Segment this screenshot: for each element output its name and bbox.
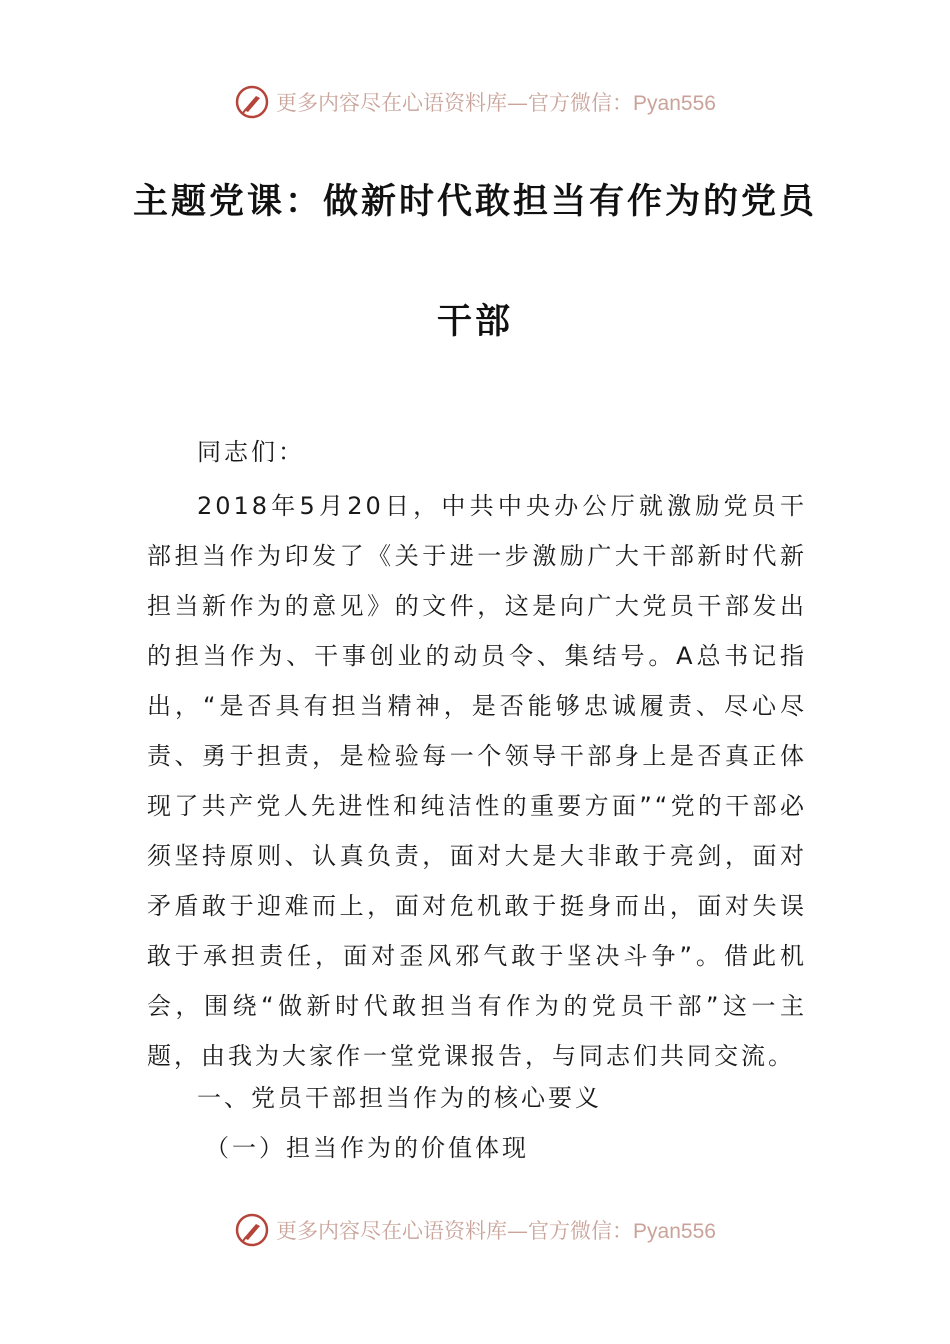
document-title-line-1: 主题党课：做新时代敢担当有作为的党员	[132, 182, 817, 222]
body-paragraph: 2018年5月20日，中共中央办公厅就激励党员干部担当作为印发了《关于进一步激励广大干部新时代新担当新作为的意见》的文件，这是向广大党员干部发出的担当作为、干事创业的动员令、集结号。A总书记指出，“是否具有担当精神，是否能够忠诚履责、尽心尽责、勇于担责，是检验每一个领导干部身上是否真正体现了共产党人先进性和纯洁性的重要方面”“党的干部必须坚持原则、认真负责，面对大是大非敢于亮剑，面对矛盾敢于迎难而上，面对危机敢于挺身而出，面对失误敢于承担责任，面对歪风邪气敢于坚决斗争”。借此机会，围绕“做新时代敢担当有作为的党员干部”这一主题，由我为大家作一堂党课报告，与同志们共同交流。	[147, 492, 807, 1070]
pen-nib-icon	[234, 1212, 270, 1248]
salutation: 同志们：	[197, 438, 305, 466]
wechat-id: Pyan556	[633, 1220, 716, 1243]
footer-watermark	[0, 1210, 950, 1250]
subsection-heading: （一）担当作为的价值体现	[205, 1134, 529, 1162]
section-heading: 一、党员干部担当作为的核心要义	[197, 1084, 602, 1112]
pen-nib-icon	[234, 84, 270, 120]
document-title-line-2: 干部	[436, 302, 513, 342]
wechat-id: Pyan556	[633, 92, 716, 115]
watermark-text: 更多内容尽在心语资料库—官方微信：Pyan556	[276, 91, 716, 115]
watermark-text: 更多内容尽在心语资料库—官方微信：Pyan556	[276, 1219, 716, 1243]
header-watermark	[0, 82, 950, 122]
